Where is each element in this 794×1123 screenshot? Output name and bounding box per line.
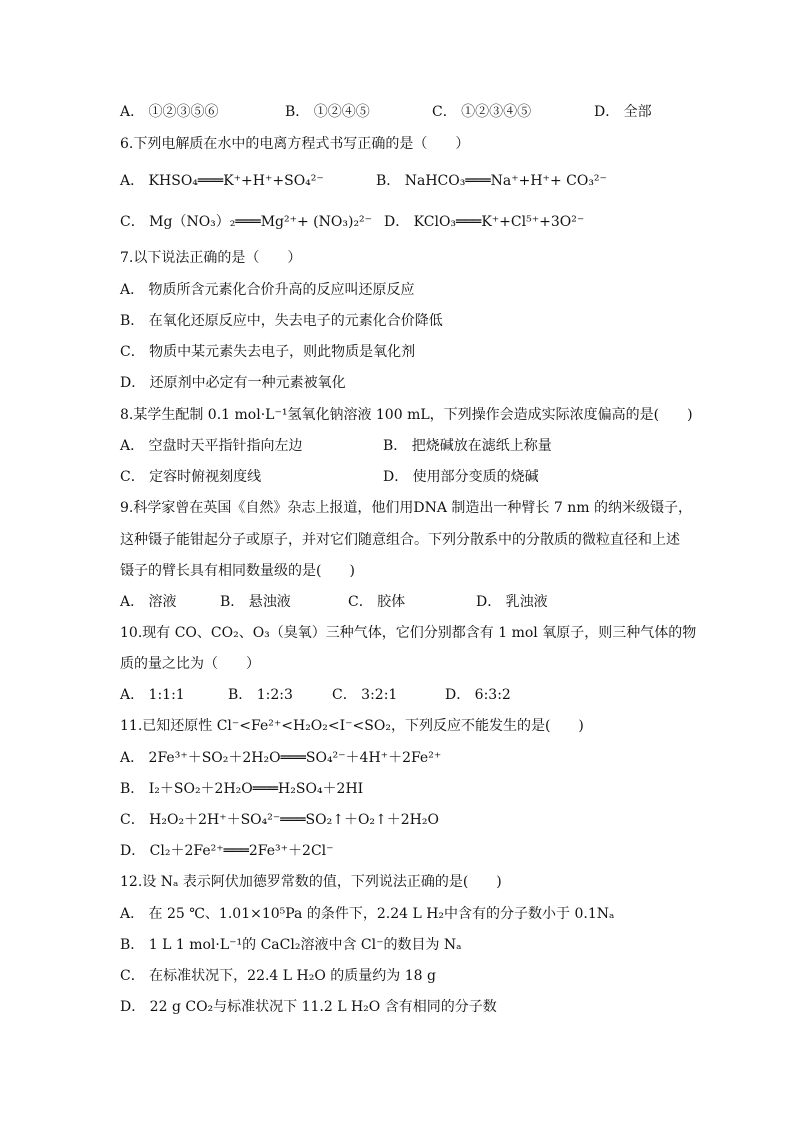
q9-stem-line1: 9.科学家曾在英国《自然》杂志上报道，他们用DNA 制造出一种臂长 7 nm 的纳米级镊子， — [120, 500, 692, 516]
q10-option-a: A． 1:1:1 — [120, 687, 185, 703]
q9-option-d: D． 乳浊液 — [476, 594, 548, 610]
q9-stem-line2: 这种镊子能钳起分子或原子，并对它们随意组合。下列分散系中的分散质的微粒直径和上述 — [120, 532, 680, 548]
q9-option-a: A． 溶液 — [120, 594, 177, 610]
q6-option-c: C． Mg（NO₃）₂═══Mg²⁺+ (NO₃)₂²⁻ — [120, 214, 373, 230]
q11-option-c: C． H₂O₂＋2H⁺＋SO₄²⁻═══SO₂↑＋O₂↑＋2H₂O — [120, 812, 439, 828]
q7-option-d: D． 还原剂中必定有一种元素被氧化 — [120, 375, 346, 391]
q6-option-a: A． KHSO₄═══K⁺+H⁺+SO₄²⁻ — [120, 173, 324, 189]
q5-option-d: D． 全部 — [594, 104, 652, 120]
q11-option-a: A． 2Fe³⁺＋SO₂＋2H₂O═══SO₄²⁻＋4H⁺＋2Fe²⁺ — [120, 750, 442, 766]
q7-option-b: B． 在氧化还原反应中，失去电子的元素化合价降低 — [120, 313, 443, 329]
q10-option-d: D． 6:3:2 — [445, 687, 511, 703]
q10-stem-line2: 质的量之比为（ ） — [120, 656, 260, 672]
q12-stem: 12.设 Nₐ 表示阿伏加德罗常数的值，下列说法正确的是( ) — [120, 874, 502, 890]
q10-option-b: B． 1:2:3 — [228, 687, 293, 703]
q10-option-c: C． 3:2:1 — [332, 687, 398, 703]
q8-stem: 8.某学生配制 0.1 mol·L⁻¹氢氧化钠溶液 100 mL，下列操作会造成实际浓度偏高的是( ) — [120, 407, 693, 423]
q7-option-a: A． 物质所含元素化合价升高的反应叫还原反应 — [120, 282, 415, 298]
q8-option-b: B． 把烧碱放在滤纸上称量 — [383, 438, 552, 454]
q8-option-d: D． 使用部分变质的烧碱 — [383, 469, 539, 485]
q6-option-d: D． KClO₃═══K⁺+Cl⁵⁺+3O²⁻ — [384, 214, 585, 230]
q8-option-a: A． 空盘时天平指针指向左边 — [120, 438, 303, 454]
q8-option-c: C． 定容时俯视刻度线 — [120, 469, 262, 485]
q9-stem-line3: 镊子的臂长具有相同数量级的是( ) — [120, 563, 355, 579]
q11-option-b: B． I₂＋SO₂＋2H₂O═══H₂SO₄＋2HI — [120, 781, 364, 797]
q5-option-b: B． ①②④⑤ — [285, 104, 370, 120]
q12-option-a: A． 在 25 ℃、1.01×10⁵Pa 的条件下，2.24 L H₂中含有的分子数小于 0.1Nₐ — [120, 906, 615, 922]
q12-option-c: C． 在标准状况下，22.4 L H₂O 的质量约为 18 g — [120, 968, 436, 984]
q11-stem: 11.已知还原性 Cl⁻<Fe²⁺<H₂O₂<I⁻<SO₂，下列反应不能发生的是( ) — [120, 718, 584, 734]
q6-option-b: B． NaHCO₃═══Na⁺+H⁺+ CO₃²⁻ — [376, 173, 607, 189]
q12-option-d: D． 22 g CO₂与标准状况下 11.2 L H₂O 含有相同的分子数 — [120, 999, 497, 1015]
q5-option-c: C． ①②③④⑤ — [432, 104, 532, 120]
q5-option-a: A． ①②③⑤⑥ — [120, 104, 219, 120]
q9-option-b: B． 悬浊液 — [220, 594, 291, 610]
q9-option-c: C． 胶体 — [348, 594, 406, 610]
q6-stem: 6.下列电解质在水中的电离方程式书写正确的是（ ） — [120, 136, 470, 152]
q7-stem: 7.以下说法正确的是（ ） — [120, 250, 302, 266]
q7-option-c: C． 物质中某元素失去电子，则此物质是氧化剂 — [120, 344, 416, 360]
q11-option-d: D． Cl₂＋2Fe²⁺═══2Fe³⁺＋2Cl⁻ — [120, 843, 334, 859]
q12-option-b: B． 1 L 1 mol·L⁻¹的 CaCl₂溶液中含 Cl⁻的数目为 Nₐ — [120, 937, 462, 953]
q10-stem-line1: 10.现有 CO、CO₂、O₃（臭氧）三种气体，它们分别都含有 1 mol 氧原子，则三种气体的物 — [120, 625, 697, 641]
